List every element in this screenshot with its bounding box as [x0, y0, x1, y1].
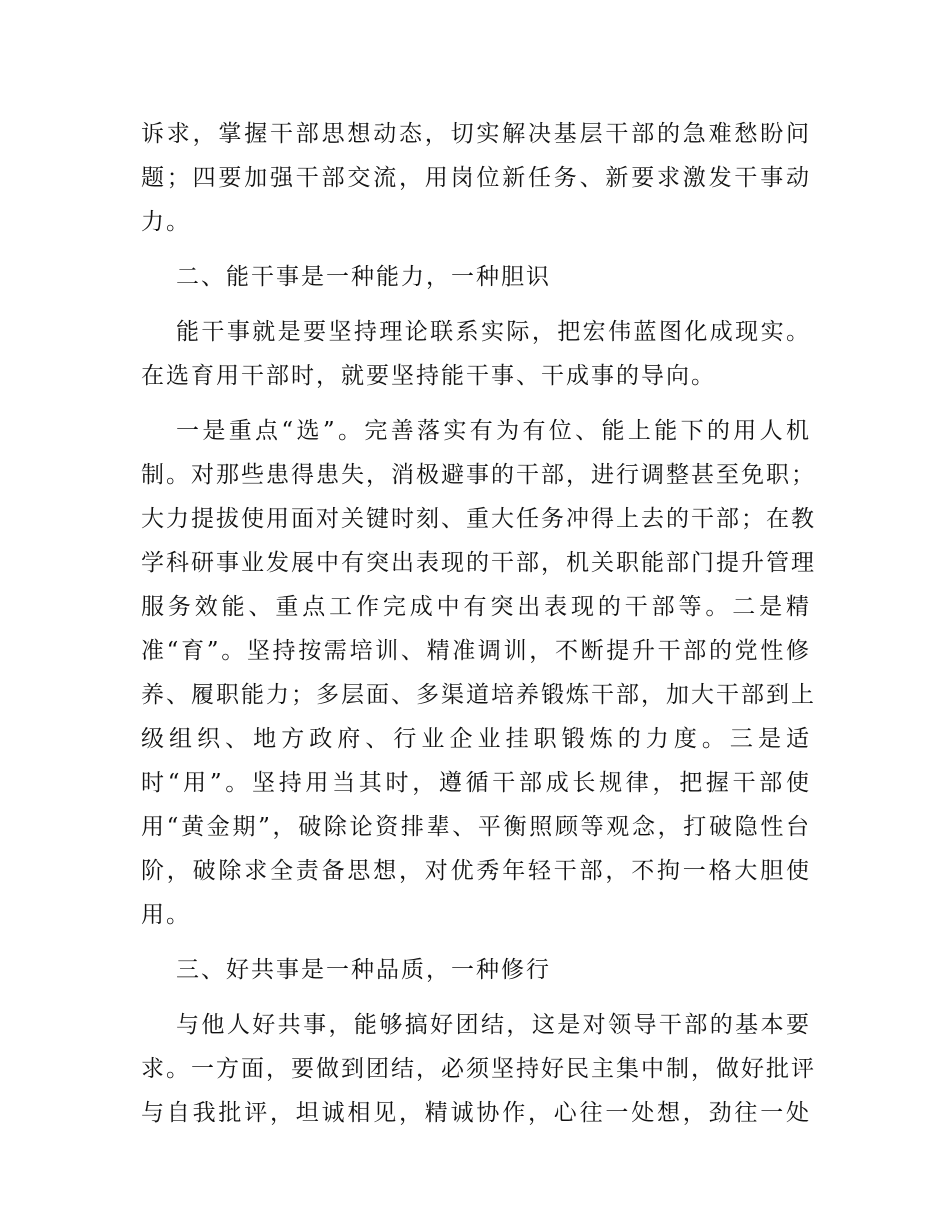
text-line: 与自我批评，坦诚相见，精诚协作，心往一处想，劲往一处: [141, 1100, 811, 1126]
text-line: 级组织、地方政府、行业企业挂职锻炼的力度。三是适: [141, 726, 811, 752]
section-heading: 三、好共事是一种品质，一种修行: [176, 957, 551, 983]
text-line: 能干事就是要坚持理论联系实际，把宏伟蓝图化成现实。: [176, 319, 811, 345]
text-line: 求。一方面，要做到团结，必须坚持好民主集中制，做好批评: [141, 1056, 816, 1082]
text-line: 制。对那些患得患失，消极避事的干部，进行调整甚至免职；: [141, 462, 816, 488]
text-line: 服务效能、重点工作完成中有突出表现的干部等。二是精: [141, 594, 811, 620]
text-line: 大力提拔使用面对关键时刻、重大任务冲得上去的干部；在教: [141, 506, 816, 532]
text-line: 养、履职能力；多层面、多渠道培养锻炼干部，加大干部到上: [141, 682, 816, 708]
text-line: 准“育”。坚持按需培训、精准调训，不断提升干部的党性修: [141, 638, 811, 664]
text-line: 题；四要加强干部交流，用岗位新任务、新要求激发干事动: [141, 165, 811, 191]
section-heading: 二、能干事是一种能力，一种胆识: [176, 264, 551, 290]
text-line: 诉求，掌握干部思想动态，切实解决基层干部的急难愁盼问: [141, 121, 811, 147]
text-line: 时“用”。坚持用当其时，遵循干部成长规律，把握干部使: [141, 770, 811, 796]
text-line: 用。: [141, 902, 191, 928]
text-line: 与他人好共事，能够搞好团结，这是对领导干部的基本要: [176, 1012, 811, 1038]
text-line: 用“黄金期”，破除论资排辈、平衡照顾等观念，打破隐性台: [141, 814, 811, 840]
text-line: 阶，破除求全责备思想，对优秀年轻干部，不拘一格大胆使: [141, 858, 811, 884]
text-line: 在选育用干部时，就要坚持能干事、干成事的导向。: [141, 363, 716, 389]
text-line: 学科研事业发展中有突出表现的干部，机关职能部门提升管理: [141, 550, 816, 576]
text-line: 一是重点“选”。完善落实有为有位、能上能下的用人机: [176, 418, 811, 444]
text-line: 力。: [141, 209, 191, 235]
